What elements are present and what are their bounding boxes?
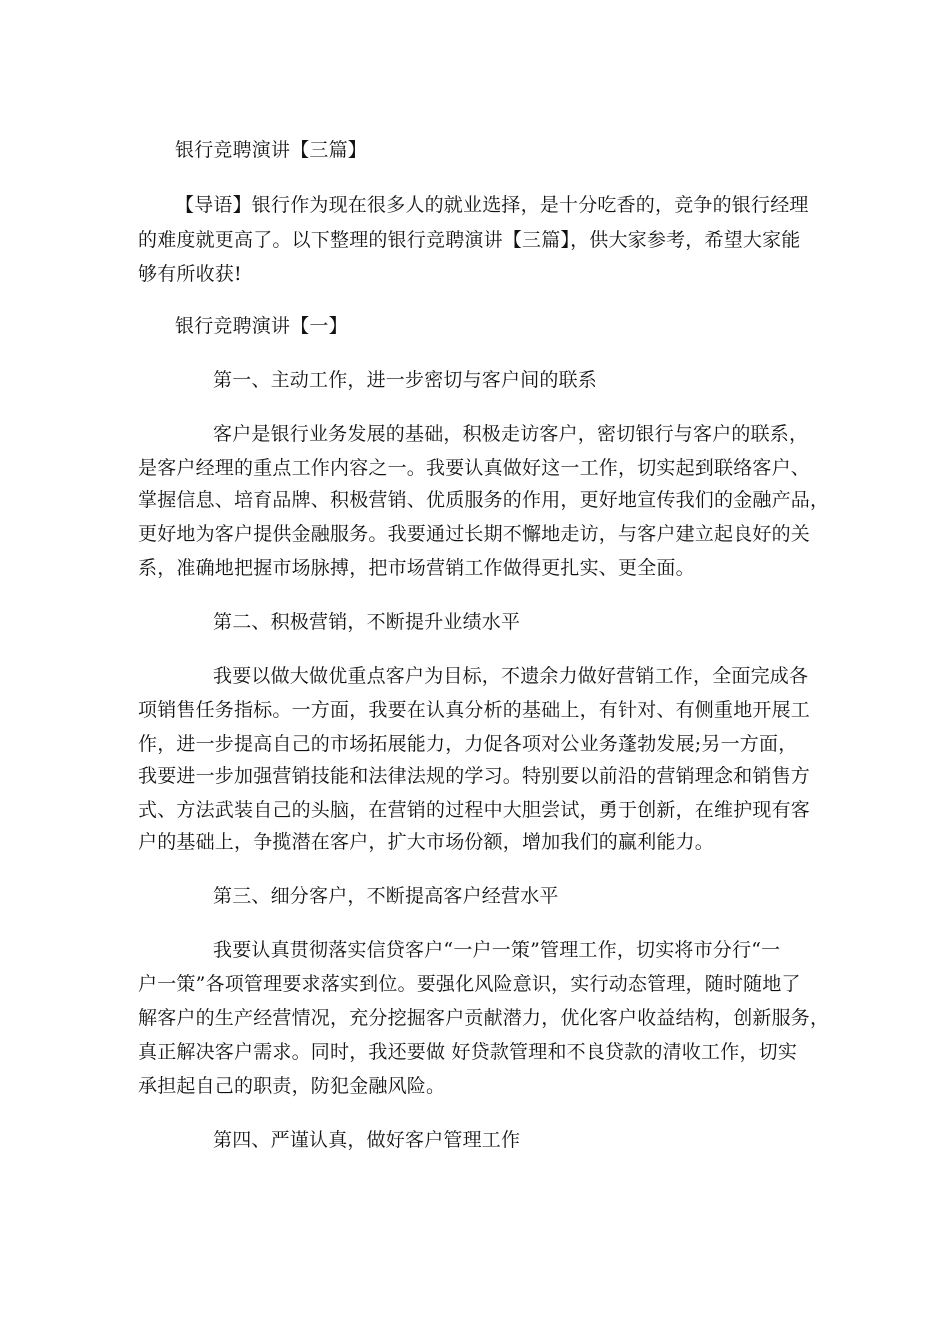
- intro-line-3: 够有所收获!: [138, 263, 242, 285]
- section-title: 银行竞聘演讲【一】: [175, 315, 348, 337]
- paragraph-3-line-2: 户一策”各项管理要求落实到位。要强化风险意识，实行动态管理，随时随地了: [138, 973, 801, 995]
- paragraph-3-line-5: 承担起自己的职责，防犯金融风险。: [138, 1075, 446, 1097]
- paragraph-1-line-1: 客户是银行业务发展的基础，积极走访客户，密切银行与客户的联系，: [213, 423, 809, 445]
- paragraph-3-line-3: 解客户的生产经营情况，充分挖掘客户贡献潜力，优化客户收益结构，创新服务，: [138, 1007, 830, 1029]
- paragraph-1-line-2: 是客户经理的重点工作内容之一。我要认真做好这一工作，切实起到联络客户、: [138, 457, 811, 479]
- paragraph-2-line-6: 户的基础上，争揽潜在客户，扩大市场份额，增加我们的赢利能力。: [138, 831, 715, 853]
- document-title: 银行竞聘演讲【三篇】: [175, 139, 368, 161]
- heading-3: 第三、细分客户，不断提高客户经营水平: [213, 885, 559, 907]
- heading-2: 第二、积极营销，不断提升业绩水平: [213, 611, 521, 633]
- paragraph-1-line-5: 系，准确地把握市场脉搏，把市场营销工作做得更扎实、更全面。: [138, 557, 695, 579]
- intro-line-1: 【导语】银行作为现在很多人的就业选择，是十分吃香的，竞争的银行经理: [175, 194, 809, 216]
- heading-1: 第一、主动工作，进一步密切与客户间的联系: [213, 369, 598, 391]
- paragraph-2-line-3: 作，进一步提高自己的市场拓展能力，力促各项对公业务蓬勃发展;另一方面，: [138, 733, 798, 755]
- intro-line-2: 的难度就更高了。以下整理的银行竞聘演讲【三篇】，供大家参考，希望大家能: [138, 229, 801, 251]
- paragraph-2-line-4: 我要进一步加强营销技能和法律法规的学习。特别要以前沿的营销理念和销售方: [138, 765, 811, 787]
- paragraph-2-line-2: 项销售任务指标。一方面，我要在认真分析的基础上，有针对、有侧重地开展工: [138, 699, 811, 721]
- heading-4: 第四、严谨认真，做好客户管理工作: [213, 1129, 521, 1151]
- paragraph-1-line-4: 更好地为客户提供金融服务。我要通过长期不懈地走访，与客户建立起良好的关: [138, 523, 811, 545]
- paragraph-3-line-1: 我要认真贯彻落实信贷客户“一户一策”管理工作，切实将市分行“一: [213, 939, 781, 961]
- paragraph-2-line-1: 我要以做大做优重点客户为目标，不遗余力做好营销工作，全面完成各: [213, 665, 809, 687]
- paragraph-3-line-4: 真正解决客户需求。同时，我还要做 好贷款管理和不良贷款的清收工作，切实: [138, 1041, 798, 1063]
- paragraph-1-line-3: 掌握信息、培育品牌、积极营销、优质服务的作用，更好地宣传我们的金融产品，: [138, 489, 830, 511]
- paragraph-2-line-5: 式、方法武装自己的头脑，在营销的过程中大胆尝试，勇于创新，在维护现有客: [138, 799, 811, 821]
